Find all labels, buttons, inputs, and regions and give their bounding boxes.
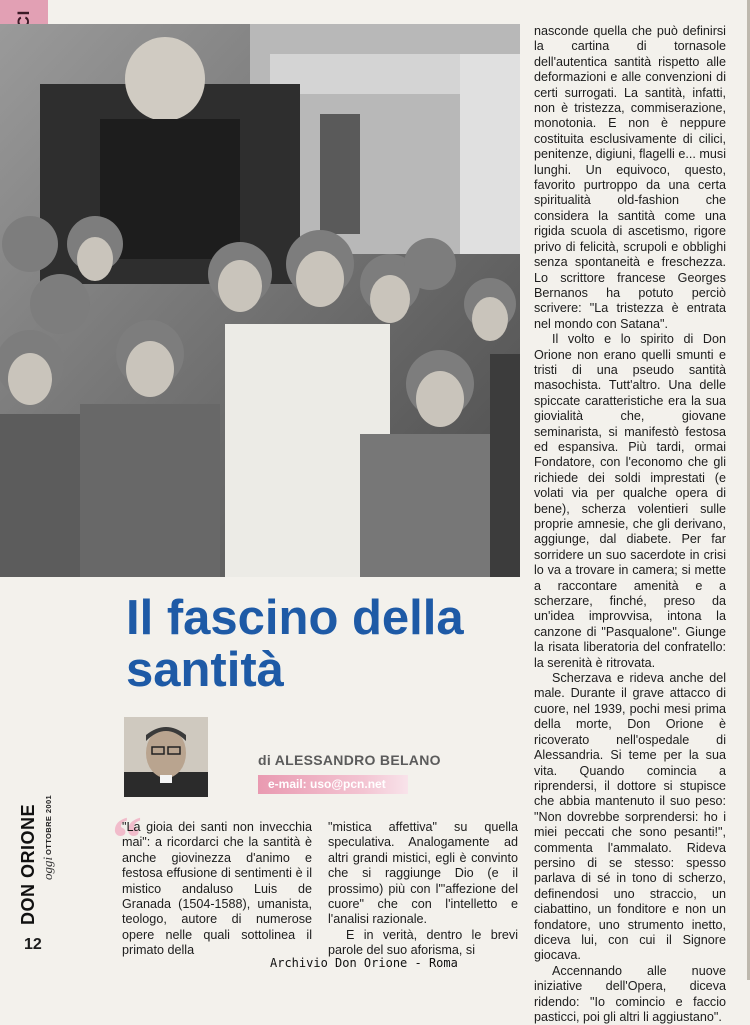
article-title bbox=[126, 592, 526, 696]
author-email[interactable]: e-mail: uso@pcn.net bbox=[258, 775, 408, 794]
paragraph: "mistica affettiva" su quella speculativa. Analogamente ad altri grandi mistici, egli è convinto che si raggiunge Dio (e il prossimo) più con l'"affezione del cuore" che con l'intelletto e l'analisi razionale. bbox=[328, 820, 518, 927]
issue-date: OTTOBRE 2001 bbox=[44, 794, 53, 855]
page-number: 12 bbox=[24, 936, 42, 953]
text-column-2 bbox=[328, 820, 518, 959]
paragraph: Accennando alle nuove iniziative dell'Opera, diceva ridendo: "Io comincio e faccio pasticci, poi gli altri li aggiustano". bbox=[534, 963, 726, 1024]
author-byline: di ALESSANDRO BELANO bbox=[258, 752, 441, 768]
text-column-3 bbox=[534, 24, 726, 1025]
magazine-name: DON ORIONE bbox=[18, 803, 38, 925]
author-portrait-icon bbox=[124, 717, 208, 797]
quote-mark-icon: “ bbox=[112, 805, 142, 871]
paragraph: Scherzava e rideva anche del male. Durante il grave attacco di cuore, nel 1939, pochi mesi prima della morte, Don Orione è ricoverato nell'ospedale di Alessandria. Si teme per la sua vita. Quando comincia a riprendersi, il dottore si stupisce che abbia mantenuto il suo peso: "Non dovrebbe sorprendersi: ho i miei peccati che sono pesanti!", commenta l'ammalato. Rideva persino di se stesso: spesso parlava di sé in tono di scherzo, definendosi uno straccio, un ciabattino, un fonditore e non un fondatore, uno strumento inetto, diceva lui, con cui il Signore giocava. bbox=[534, 671, 726, 963]
article-photo bbox=[0, 24, 520, 577]
paragraph: "La gioia dei santi non invecchia mai": a ricordarci che la santità è anche giovinezza d'animo e festosa effusione di sentimenti è il mistico andaluso Luis de Granada (1504-1588), umanista, teologo, autore di numerose opere nelle quali sottolinea il primato della bbox=[122, 820, 312, 958]
paragraph: E in verità, dentro le brevi parole del suo aforisma, si bbox=[328, 927, 518, 958]
paragraph: Il volto e lo spirito di Don Orione non erano quelli smunti e tristi di una pseudo santità masochista. Tutt'altro. Una delle spiccate caratteristiche era la sua giovialità che, giovane seminarista, si manifestò festosa ed espansiva. Più tardi, ormai Fondatore, con l'economo che gli richiede dei soldi imprestati (e volati via per qualche opera di bene), scherza volentieri sulle proprie amnesie, che gli derivano, aggiunge, dal diabete. Per far sorridere un suo sacerdote in crisi lo va a trovare in camera; si mette a raccontare amenità e a scherzare, finché, preso da un'idea improvvisa, intona la canzone di "Pasqualone". Giunge la risata liberatoria del confratello: la serenità è ritrovata. bbox=[534, 332, 726, 670]
archive-footer: Archivio Don Orione - Roma bbox=[270, 956, 458, 970]
magazine-subtitle: oggi bbox=[40, 856, 55, 880]
paragraph: nasconde quella che può definirsi la cartina di tornasole dell'autentica santità rispetto alle deformazioni e alle convenzioni di certi surrogati. La santità, infatti, non è tristezza, commiserazione, monotonia. E non è neppure costituita esclusivamente di cilici, penitenze, digiuni, flagelli e... musi lunghi. Un equivoco, questo, favorito purtroppo da una certa spiritualità old-fashion che considera la santità come una rigida scuola di ascetismo, rigore privo di felicità, scrupoli e obblighi senza spontaneità e freschezza. Lo scrittore francese Georges Bernanos ha potuto perciò scrivere: "La tristezza è entrata nel mondo con Satana". bbox=[534, 24, 726, 331]
title-line-1: Il fascino della bbox=[126, 591, 464, 645]
photo-children-with-priest-icon bbox=[0, 24, 520, 577]
title-line-2: santità bbox=[126, 643, 284, 697]
text-column-1 bbox=[122, 820, 312, 959]
author-photo bbox=[124, 717, 208, 797]
